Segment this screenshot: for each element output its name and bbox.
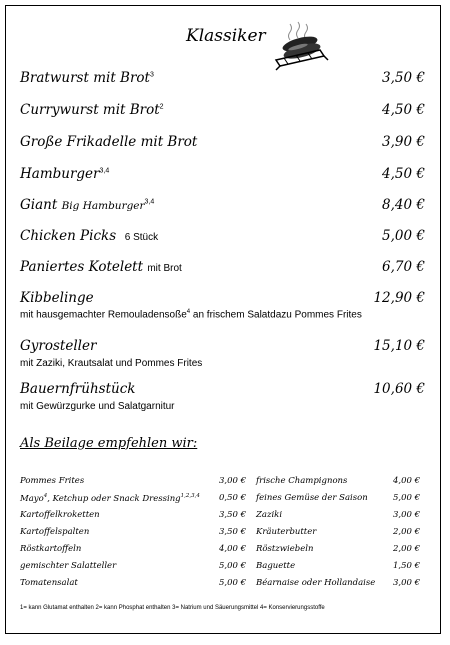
item-price: 3,50 €: [382, 70, 425, 86]
item-description: mit Zaziki, Krautsalat und Pommes Frites: [20, 358, 203, 369]
item-name: Giant Big Hamburger$^{3,4}$: [20, 197, 155, 213]
side-item-price: 5,00 €: [218, 561, 246, 571]
side-item-name: Röstkartoffeln: [20, 544, 82, 554]
menu-item: [20, 259, 425, 283]
item-price: 8,40 €: [382, 197, 425, 213]
side-item-name: Röstzwiebeln: [256, 544, 314, 554]
side-dishes-heading: Als Beilage empfehlen wir:: [20, 436, 198, 451]
side-item-price: 3,00 €: [392, 510, 420, 520]
menu-item: [20, 102, 425, 126]
item-price: 4,50 €: [382, 102, 425, 118]
menu-item: [20, 70, 425, 94]
item-name: Kibbelinge: [20, 290, 94, 306]
item-price: 4,50 €: [382, 166, 425, 182]
item-price: 3,90 €: [382, 134, 425, 150]
item-name: Gyrosteller: [20, 338, 97, 354]
item-name: Paniertes Kotelett mit Brot: [20, 259, 182, 275]
side-item-name: Tomatensalat: [20, 578, 78, 588]
item-price: 5,00 €: [382, 228, 425, 244]
item-price: 12,90 €: [373, 290, 425, 306]
side-item-name: Kartoffelkroketten: [20, 510, 100, 520]
side-item-name: Kräuterbutter: [256, 527, 317, 537]
side-item-name: Baguette: [256, 561, 296, 571]
side-item-price: 4,00 €: [392, 476, 420, 486]
side-item-name: frische Champignons: [256, 476, 348, 486]
side-item-price: 5,00 €: [218, 578, 246, 588]
side-item-name: Mayo$^4$, Ketchup oder Snack Dressing$^{1,2,3,4}$: [20, 493, 200, 504]
item-name: Hamburger$^{3,4}$: [20, 166, 110, 182]
sausages-on-grill-icon: [270, 20, 330, 72]
side-item-name: Zaziki: [256, 510, 283, 520]
side-item-name: Pommes Frites: [20, 476, 85, 486]
side-item-price: 5,00 €: [392, 493, 420, 503]
menu-item: [20, 134, 425, 158]
side-item-price: 3,50 €: [218, 527, 246, 537]
menu-item: [20, 166, 425, 190]
side-item-price: 2,00 €: [392, 527, 420, 537]
item-name: Chicken Picks 6 Stück: [20, 228, 159, 244]
item-price: 15,10 €: [373, 338, 425, 354]
side-item-price: 3,50 €: [218, 510, 246, 520]
item-price: 10,60 €: [373, 381, 425, 397]
side-item-price: 0,50 €: [218, 493, 246, 503]
item-description: mit Gewürzgurke und Salatgarnitur: [20, 401, 175, 412]
side-item-price: 4,00 €: [218, 544, 246, 554]
side-item-name: gemischter Salatteller: [20, 561, 117, 571]
menu-item: [20, 228, 425, 252]
menu-item: [20, 197, 425, 221]
side-item-name: Béarnaise oder Hollandaise: [256, 578, 376, 588]
page-title: Klassiker: [186, 26, 266, 46]
item-name: Bratwurst mit Brot$^3$: [20, 70, 154, 86]
side-item-name: feines Gemüse der Saison: [256, 493, 368, 503]
item-price: 6,70 €: [382, 259, 425, 275]
item-name: Große Frikadelle mit Brot: [20, 134, 198, 150]
side-item-price: 2,00 €: [392, 544, 420, 554]
item-name: Currywurst mit Brot$^2$: [20, 102, 164, 118]
side-item-name: Kartoffelspalten: [20, 527, 90, 537]
item-name: Bauernfrühstück: [20, 381, 136, 397]
allergen-footnote: 1= kann Glutamat enthalten 2= kann Phosphat enthalten 3= Natrium und Säuerungsmittel 4= Konservierungsstoffe: [20, 605, 325, 611]
side-item-price: 1,50 €: [392, 561, 420, 571]
side-item-price: 3,00 €: [392, 578, 420, 588]
item-description: mit hausgemachter Remouladensoße$^4$ an frischem Salatdazu Pommes Frites: [20, 309, 362, 321]
side-item-price: 3,00 €: [218, 476, 246, 486]
